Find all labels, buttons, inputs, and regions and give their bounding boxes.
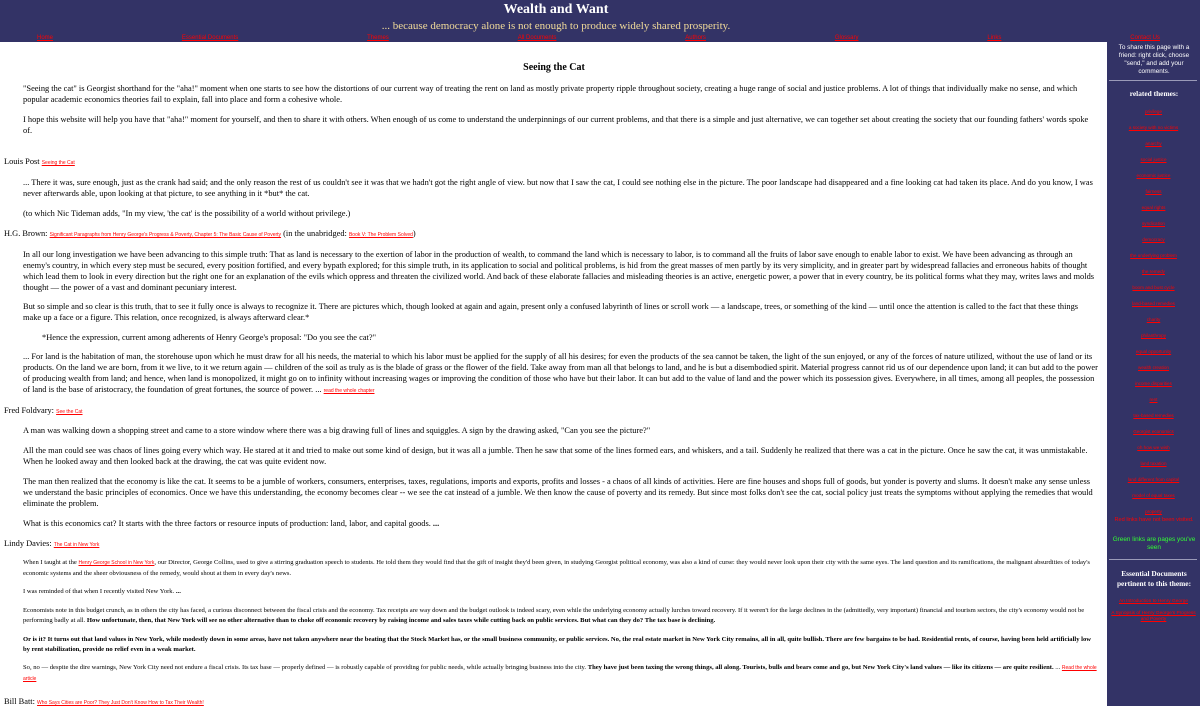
brown-heading [4, 228, 1104, 241]
book-v-link[interactable]: Book V: The Problem Solved [348, 232, 413, 238]
theme-list-item [1107, 429, 1200, 445]
theme-list-item [1107, 413, 1200, 429]
theme-list-item [1107, 189, 1200, 205]
theme-link[interactable]: economic justice [1136, 173, 1171, 178]
share-instructions: To share this page with a friend: right click, choose "send," and add your comments. [1118, 44, 1190, 75]
read-whole-article-link[interactable]: Read the whole article [23, 665, 1097, 682]
site-header [0, 0, 1200, 42]
brown-paragraph-2: But so simple and so clear is this truth, that to see it fully once is always to recognize it. There are pictures which, though looked at again and again, present only a confused labyrinth of lines or scroll work — a landscape, trees, or something of the kind — until once the attention is called to the fact that these things make up a face or a figure. This relation, once recognized, is always afterward clear.* [23, 302, 1079, 322]
foldvary-paragraph-3: The man then realized that the economy is like the cat. It seems to be a jumble of workers, consumers, enterprises, taxes, regulations, imports and exports, profits and losses - a chaos of all kinds of activities. Here are fine houses and shops full of goods, but yonder is poverty and slums. It doesn't make any sense unless we understand the basic principles of economics. Once we have this understanding, the economy becomes clear -- we see the cat instead of a jumble. We then know the cause of poverty and its remedy. But since most folks don't see the cat, social policy just treats the symptoms without applying the remedies that would eliminate the problem. [23, 477, 1093, 508]
davies-paragraph-5-text: So, no — despite the dire warnings, New York City need not endure a fiscal crisis. Its tax base — properly defined — is robustly capable of providing for public needs, while actually bringing business into the city. [23, 664, 588, 671]
seeing-the-cat-link[interactable]: Seeing the Cat [41, 160, 75, 166]
theme-list-item [1107, 301, 1200, 317]
theme-list-item [1107, 285, 1200, 301]
nav-all-documents-link[interactable]: All Documents [517, 35, 557, 41]
theme-list-item [1107, 221, 1200, 237]
batt-heading [4, 696, 1104, 706]
nav-home-link[interactable]: Home [37, 35, 54, 41]
theme-link[interactable]: privilege [1144, 109, 1163, 114]
author-name: H.G. Brown: [4, 229, 48, 238]
ellipsis: ... [432, 519, 440, 528]
post-quote: ... There it was, sure enough, just as the crank had said; and the only reason the rest of us couldn't see it was that we hadn't got the right angle of view. but now that I saw the cat, I could see nothing else in the picture. The poor landscape had disappeared and a fine looking cat had taken its place. And do you know, I was never afterwards able, upon looking at that picture, to see anything in it *but* the cat. [23, 178, 1093, 198]
foldvary-paragraph-2: All the man could see was chaos of lines going every which way. He stared at it and tried to make out some kind of design, but it was all a jumble. Then he saw that some of the lines formed ears, and whiskers, and a tail. Suddenly he realized that there was a cat in the picture. Once he saw the cat, it was unmistakable. When he looked away and then looked back at the drawing, the cat was quite evident now. [23, 446, 1088, 466]
related-themes-list [1107, 109, 1200, 525]
theme-link[interactable]: land different from capital [1127, 477, 1180, 482]
davies-paragraph-1-end: , our Director, George Collins, used to give a stirring graduation speech to students. He told them they would find that the gift of insight they'd been given, in studying Georgist political economy, was also a kind of curse: they would never look upon their city with the same eyes. The land question and its ramifications, the malignant absurdities of today's economic systems and the sheer obviousness of the remedy, would shout at them in every day's news. [23, 559, 1090, 577]
theme-list-item [1107, 125, 1200, 141]
davies-paragraph-1 [23, 558, 1098, 578]
henry-george-school-link[interactable]: Henry George School in New York [78, 560, 155, 566]
post-tideman-note: (to which Nic Tideman adds, "In my view, 'the cat' is the possibility of a world without privilege.) [23, 209, 351, 218]
theme-link[interactable]: a society with no victims [1128, 125, 1179, 130]
theme-list-item [1107, 157, 1200, 173]
significant-paragraphs-link[interactable]: Significant Paragraphs from Henry George's Progress & Poverty, Chapter 5: The Basic Cause of Poverty [49, 232, 282, 238]
theme-link[interactable]: the remedy [1142, 269, 1165, 274]
sidebar-divider [1109, 80, 1197, 81]
theme-link[interactable]: land taxation [1140, 461, 1167, 466]
foldvary-paragraph-4-text: What is this economics cat? It starts with the three factors or resource inputs of production: land, labor, and capital goods. [23, 519, 433, 528]
essential-document-link[interactable]: A Synopsis of Henry George's Progress and Poverty [1111, 611, 1196, 622]
theme-link[interactable]: syndication [1142, 221, 1165, 226]
author-name: Louis Post [4, 157, 40, 166]
theme-link[interactable]: equal opportunity [1135, 349, 1172, 354]
theme-link[interactable]: oh how we wish [1137, 445, 1170, 450]
theme-link[interactable]: property [1145, 509, 1162, 514]
davies-paragraph-2 [23, 587, 1098, 597]
essential-documents-list [1107, 599, 1200, 629]
davies-heading [4, 538, 1104, 551]
cat-in-new-york-link[interactable]: The Cat in New York [53, 542, 100, 548]
davies-paragraph-5-bold: They have just been taxing the wrong things, all along. Tourists, bulls and bears come and go, but New York City's land values — like its citizens — are quite resilient. [587, 664, 1054, 671]
theme-list-item [1107, 173, 1200, 189]
author-name: Lindy Davies: [4, 539, 52, 548]
site-tagline: ... because democracy alone is not enough to produce widely shared prosperity. [381, 20, 731, 32]
theme-link[interactable]: boom and bust cycle [1132, 285, 1175, 290]
theme-list-item [1107, 349, 1200, 365]
foldvary-paragraph-1: A man was walking down a shopping street and came to a store window where there was a big drawing full of lines and squiggles. A sign by the drawing asked, "Can you see the picture?" [23, 426, 651, 435]
theme-list-item [1107, 461, 1200, 477]
theme-link[interactable]: anarchy [1145, 141, 1162, 146]
theme-list-item [1107, 269, 1200, 285]
essential-document-link[interactable]: An Introduction to Henry George [1118, 599, 1189, 604]
page-title: Seeing the Cat [523, 62, 585, 73]
davies-paragraph-2-text: I was reminded of that when I recently visited New York. [23, 588, 176, 595]
essential-document-item [1107, 611, 1200, 623]
site-title: Wealth and Want [503, 2, 609, 17]
theme-link[interactable]: equal rights [1141, 205, 1166, 210]
theme-list-item [1107, 445, 1200, 461]
nav-links-link[interactable]: Links [987, 35, 1002, 41]
who-says-cities-are-poor-link[interactable]: Who Says Cities are Poor? They Just Don't Know How to Tax Their Wealth! [37, 700, 204, 706]
brown-footnote: *Hence the expression, current among adherents of Henry George's proposal: "Do you see the cat?" [42, 333, 377, 342]
theme-list-item [1107, 477, 1200, 493]
ellipsis: ... [175, 588, 181, 595]
sidebar-divider [1109, 559, 1197, 560]
theme-link[interactable]: income disparities [1135, 381, 1172, 386]
nav-contact-link[interactable]: Contact Us [1130, 35, 1160, 41]
theme-list-item [1107, 253, 1200, 269]
author-name: Bill Batt: [4, 697, 35, 706]
foldvary-paragraph-4 [23, 518, 1098, 529]
theme-list-item [1107, 237, 1200, 253]
theme-list-item [1107, 317, 1200, 333]
davies-paragraph-3-text: Economists note in this budget crunch, as in others the city has faced, a curious disconnect between the fiscal crisis and the economy. Tax receipts are way down and the budget outlook is indeed scary, even while the underlying economy actually lurches toward recovery. If it weren't for the large declines in the (admittedly, very important) financial and tourism sectors, the city's economy would not be performing badly at all. [23, 607, 1085, 624]
sidebar [1107, 42, 1200, 706]
davies-paragraph-1-start: When I taught at the [23, 559, 79, 566]
related-themes-heading: related themes: [1129, 89, 1179, 98]
nav-essential-documents-link[interactable]: Essential Documents [181, 35, 239, 41]
davies-paragraph-3-bold: How unfortunate, then, that New York will see no other alternative than to choke off economic recovery by raising income and sales taxes while cutting back on public services. But what can they do? The tax base is declining. [86, 616, 716, 624]
main-content [0, 42, 1108, 706]
close-paren: ) [412, 229, 416, 238]
theme-list-item [1107, 205, 1200, 221]
theme-link[interactable]: model of equal taxes [1132, 493, 1175, 498]
theme-link[interactable]: wealth creation [1138, 365, 1169, 370]
brown-paragraph-1: In all our long investigation we have been advancing to this simple truth: That as land is necessary to the exertion of labor in the production of wealth, to command the land which is necessary to labor, is to command all the fruits of labor save enough to enable labor to exist. We have been advancing as through an enemy's country, in which every step must be secured, every position fortified, and every bypath explored; for this simple truth, in its application to social and political problems, is hid from the great masses of men partly by its very simplicity, and in greater part by widespread fallacies and erroneous habits of thought which lead them to look in every direction but the right one for an explanation of the evils which oppress and threaten the civilized world. And back of these elaborate fallacies and misleading theories is an active, energetic power, a power that in every country, be its political forms what they may, writes laws and molds thought — the power of a vast and dominant pecuniary interest. [23, 250, 1095, 292]
post-heading [4, 156, 1104, 169]
nav-themes-link[interactable]: Themes [367, 35, 389, 41]
theme-list-item [1107, 381, 1200, 397]
theme-link[interactable]: rent [1149, 397, 1158, 402]
unabridged-note: (in the unabridged: [281, 229, 349, 238]
foldvary-heading [4, 405, 1104, 418]
theme-link[interactable]: social justice [1140, 157, 1167, 162]
theme-link[interactable]: the underlying problem [1130, 253, 1177, 258]
theme-link[interactable]: Georgist economics [1133, 429, 1174, 434]
nav-glossary-link[interactable]: Glossary [834, 35, 859, 41]
theme-link[interactable]: land-based remedies [1132, 301, 1175, 306]
intro-paragraph-2: I hope this website will help you have that "aha!" moment for yourself, and then to share it with others. When enough of us come to understand the underpinnings of our current problems, and that there is a simple and just alternative, we can together set about creating the society that our founding fathers' words spoke of. [23, 115, 1089, 135]
theme-link[interactable]: charity [1146, 317, 1161, 322]
essential-document-item [1107, 599, 1200, 605]
see-the-cat-link[interactable]: See the Cat [56, 409, 83, 415]
theme-link[interactable]: tax-based remedies [1133, 413, 1174, 418]
davies-paragraph-5 [23, 663, 1098, 684]
theme-list-item [1107, 365, 1200, 381]
top-nav [4, 34, 1200, 42]
intro-paragraph-1: "Seeing the cat" is Georgist shorthand for the "aha!" moment when one starts to see how the distortions of our current way of treating the rent on land as mostly private property ripple throughout society, creating a huge range of social and justice problems. A lot of things that individually make no sense, and which popular academic economics theories fail to explain, fall into place and form a cohesive whole. [23, 84, 1078, 104]
theme-list-item [1107, 141, 1200, 157]
theme-list-item [1107, 397, 1200, 413]
davies-paragraph-4: Or is it? It turns out that land values in New York, while modestly down in some areas, have not taken anywhere near the beating that the Stock Market has, or the small business community, or public services. No, the real estate market in New York City remains, all in all, quite bullish. There are few bargains to be had. Residential rents, of course, having been held artificially low by rent stabilization, provide no relief even in a weak market. [23, 636, 1092, 653]
green-links-note: Green links are pages you've seen [1112, 536, 1196, 551]
author-name: Fred Foldvary: [4, 406, 55, 415]
theme-link[interactable]: philanthropy [1140, 333, 1167, 338]
read-whole-chapter-link[interactable]: read the whole chapter [323, 388, 375, 394]
brown-paragraph-3-text: ... For land is the habitation of man, the storehouse upon which he must draw for all his needs, the material to which his labor must be applied for the supply of all his desires; for even the products of the sea cannot be taken, the light of the sun enjoyed, or any of the forces of nature utilized, without the use of land or its products. On the land we are born, from it we live, to it we return again — children of the soil as truly as is the blade of grass or the flower of the field. Take away from man all that belongs to land, and he is but a disembodied spirit. Material progress cannot rid us of our dependence upon land; it can but add to the power of producing wealth from land; and hence, when land is monopolized, it might go on to infinity without increasing wages or improving the condition of those who have but their labor. It can but add to the value of land and the power which its possession gives. Everywhere, in all times, among all peoples, the possession of land is the base of aristocracy, the foundation of great fortunes, the source of power. ... [23, 352, 1098, 394]
theme-link[interactable]: democracy [1142, 237, 1165, 242]
red-links-note: Red links have not been visited. [1114, 517, 1194, 523]
theme-list-item [1107, 493, 1200, 509]
theme-link[interactable]: fairness [1145, 189, 1162, 194]
theme-list-item [1107, 333, 1200, 349]
ellipsis: ... [1053, 664, 1062, 671]
essential-documents-heading: Essential Documents pertinent to this theme: [1116, 569, 1192, 588]
nav-authors-link[interactable]: Authors [685, 35, 706, 41]
theme-list-item [1107, 109, 1200, 125]
brown-paragraph-3 [23, 351, 1098, 397]
davies-paragraph-3 [23, 606, 1098, 625]
